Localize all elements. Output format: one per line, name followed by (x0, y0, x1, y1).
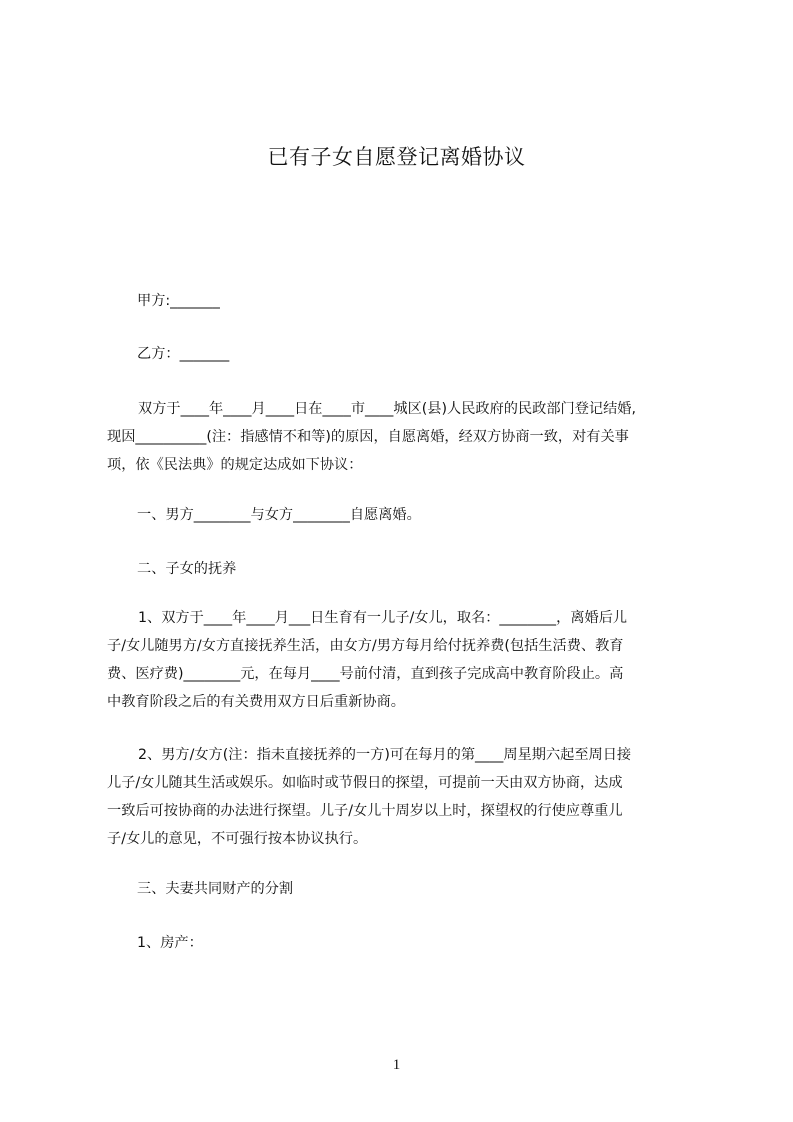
visitation-paragraph (107, 741, 701, 853)
visitation-line: 2、男方/女方(注：指未直接抚养的一方)可在每月的第____周星期六起至周日接 (138, 747, 632, 763)
clause-three-heading: 三、夫妻共同财产的分割 (137, 881, 294, 897)
clause-one: 一、男方________与女方________自愿离婚。 (137, 507, 421, 523)
visitation-line: 一致后可按协商的办法进行探望。儿子/女儿十周岁以上时，探望权的行使应尊重儿 (107, 803, 623, 819)
custody-line: 费、医疗费)________元，在每月____号前付清，直到孩子完成高中教育阶段止。高 (107, 666, 624, 682)
intro-line: 现因__________(注：指感情不和等)的原因，自愿离婚，经双方协商一致，对有关事 (107, 429, 629, 445)
page-number: 1 (392, 1057, 401, 1073)
party-a-line: 甲方:_______ (137, 293, 220, 309)
intro-line: 双方于____年____月____日在____市____城区(县)人民政府的民政部门登记结婚, (138, 401, 636, 417)
child-custody-paragraph (107, 604, 701, 716)
custody-line: 1、双方于____年____月___日生育有一儿子/女儿，取名：________，离婚后儿 (138, 610, 628, 626)
intro-paragraph (107, 395, 701, 479)
party-b-line: 乙方：_______ (137, 346, 230, 362)
document-title: 已有子女自愿登记离婚协议 (267, 145, 526, 169)
custody-line: 子/女儿随男方/女方直接抚养生活，由女方/男方每月给付抚养费(包括生活费、教育 (107, 638, 624, 654)
visitation-line: 儿子/女儿随其生活或娱乐。如临时或节假日的探望，可提前一天由双方协商，达成 (107, 775, 623, 791)
custody-line: 中教育阶段之后的有关费用双方日后重新协商。 (107, 694, 405, 710)
clause-two-heading: 二、子女的抚养 (137, 561, 237, 577)
visitation-line: 子/女儿的意见，不可强行按本协议执行。 (107, 831, 368, 847)
intro-line: 项，依《民法典》的规定达成如下协议： (107, 457, 363, 473)
property-item: 1、房产： (137, 935, 203, 951)
